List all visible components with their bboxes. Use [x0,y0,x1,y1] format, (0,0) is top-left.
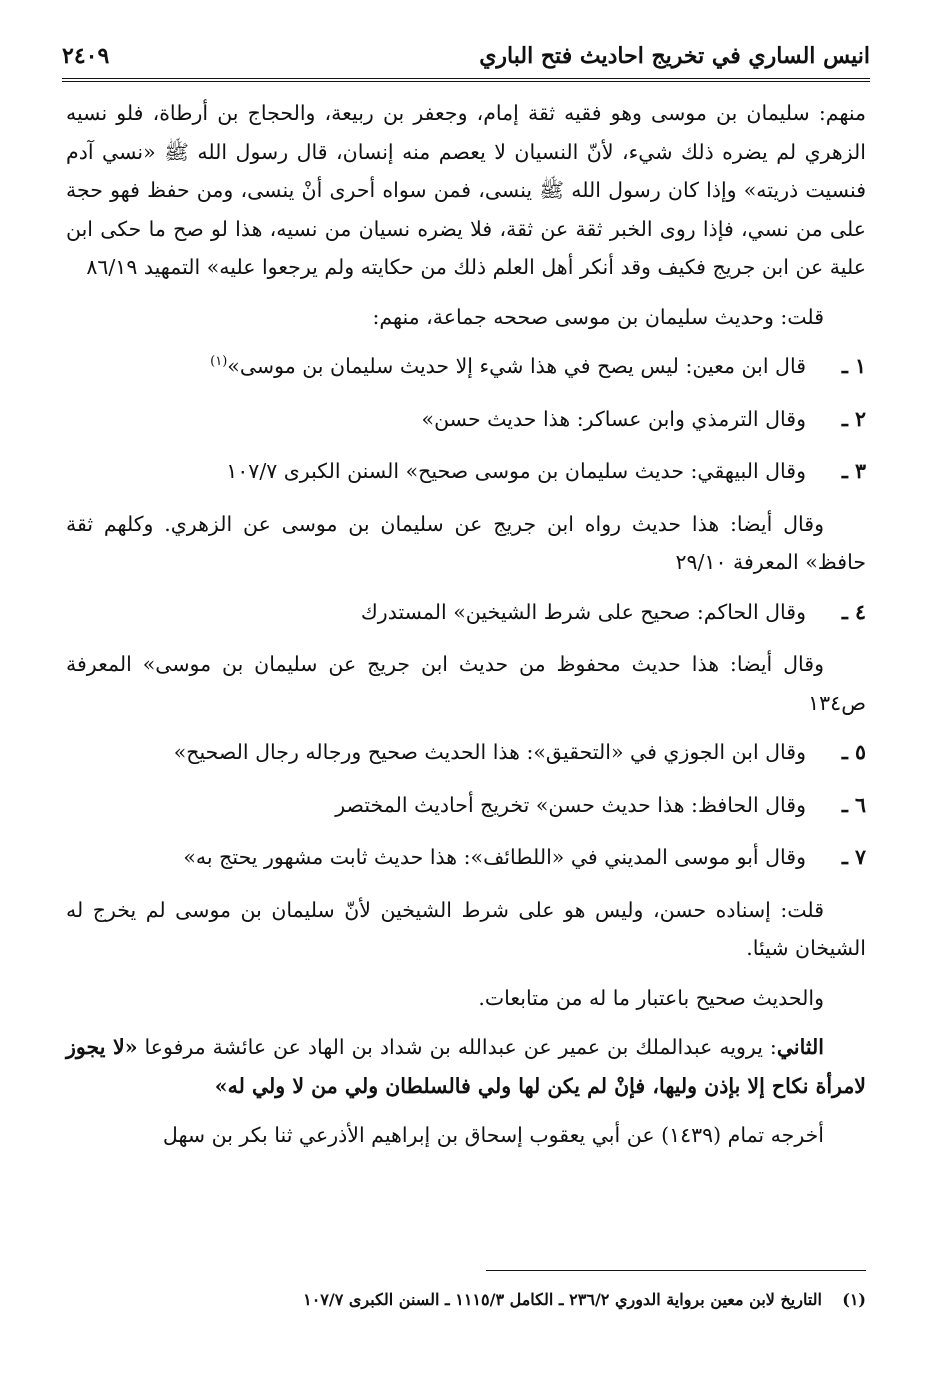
paragraph-5: قلت: إسناده حسن، وليس هو على شرط الشيخين لأنّ سليمان بن موسى لم يخرج له الشيخان شيئا. [66,897,866,960]
list-item [66,400,866,439]
list-item-number: ٦ ـ [841,792,866,817]
footnote-divider [486,1270,866,1271]
paragraph-1: منهم: سليمان بن موسى وهو فقيه ثقة إمام، وجعفر بن ربيعة، والحجاج بن أرطاة، فلو نسيه الزهري لم يضره ذلك شيء، لأنّ النسيان لا يعصم منه إنسان، قال رسول الله ﷺ «نسي آدم فنسيت ذريته» وإذا كان رسول الله ﷺ ينسى، فمن سواه أحرى أنْ ينسى، ومن حفظ فهو حجة على من نسي، فإذا روى الخبر ثقة عن ثقة، فلا يضره نسيان من نسيه، هذا لو صح ما حكى ابن علية عن ابن جريج فكيف وقد أنكر أهل العلم ذلك من حكايته ولم يرجعوا عليه» التمهيد ٨٦/١٩ [66,101,866,279]
list-item-number: ١ ـ [841,354,866,378]
page-number: ٢٤٠٩ [62,43,110,69]
list-item [66,733,866,772]
list-item-number: ٣ ـ [841,459,866,483]
section-label: الثاني [776,1035,824,1059]
list-item-text: قال ابن معين: ليس يصح في هذا شيء إلا حديث سليمان بن موسى»$^{(١)}$ [210,354,806,378]
footnote-ref[interactable]: (١) [210,354,228,370]
list-item [66,838,866,877]
list-item [66,347,866,386]
list-item-text: وقال ابن الجوزي في «التحقيق»: هذا الحديث صحيح ورجاله رجال الصحيح» [173,740,806,764]
paragraph-4: وقال أيضا: هذا حديث محفوظ من حديث ابن جريج عن سليمان بن موسى» المعرفة ص١٣٤ [66,652,866,715]
list-item-number: ٤ ـ [841,599,866,624]
list-item-text: وقال الحاكم: صحيح على شرط الشيخين» المستدرك [360,599,806,624]
book-title: انيس الساري في تخريج احاديث فتح الباري [479,43,870,69]
paragraph-2: قلت: وحديث سليمان بن موسى صححه جماعة، منهم: [372,304,824,329]
footnote [66,1286,866,1314]
list-item [66,786,866,825]
list-item-number: ٥ ـ [841,740,866,764]
list-item-number: ٧ ـ [841,845,866,869]
running-header [62,34,870,82]
hadith-text: «لا يجوز لامرأة نكاح إلا بإذن وليها، فإنْ لم يكن لها ولي فالسلطان ولي من لا ولي له» [66,1035,866,1098]
list-item-text: وقال أبو موسى المديني في «اللطائف»: هذا حديث ثابت مشهور يحتج به» [183,845,806,869]
list-item-text: وقال الترمذي وابن عساكر: هذا حديث حسن» [421,406,806,431]
list-item-text: وقال الحافظ: هذا حديث حسن» تخريج أحاديث المختصر [335,792,806,817]
list-item [66,452,866,491]
main-text [66,94,866,1166]
list-item [66,593,866,632]
list-item-text: وقال البيهقي: حديث سليمان بن موسى صحيح» السنن الكبرى ١٠٧/٧ [226,459,806,483]
paragraph-6: والحديث صحيح باعتبار ما له من متابعات. [478,985,824,1010]
paragraph-7: الثاني: يرويه عبدالملك بن عمير عن عبدالله بن شداد بن الهاد عن عائشة مرفوعا «لا يجوز لامرأة نكاح إلا بإذن وليها، فإنْ لم يكن لها ولي فالسلطان ولي من لا ولي له» [66,1035,866,1098]
paragraph-8: أخرجه تمام (١٤٣٩) عن أبي يعقوب إسحاق بن إبراهيم الأذرعي ثنا بكر بن سهل [162,1123,824,1147]
list-item-number: ٢ ـ [841,406,866,431]
paragraph-3: وقال أيضا: هذا حديث رواه ابن جريج عن سليمان بن موسى عن الزهري. وكلهم ثقة حافظ» المعرفة ٢٩/١٠ [66,511,866,574]
footnote-text: التاريخ لابن معين برواية الدوري ٢٣٦/٢ ـ الكامل ١١١٥/٣ ـ السنن الكبرى ١٠٧/٧ [303,1290,822,1309]
footnote-number: (١) [842,1290,866,1309]
